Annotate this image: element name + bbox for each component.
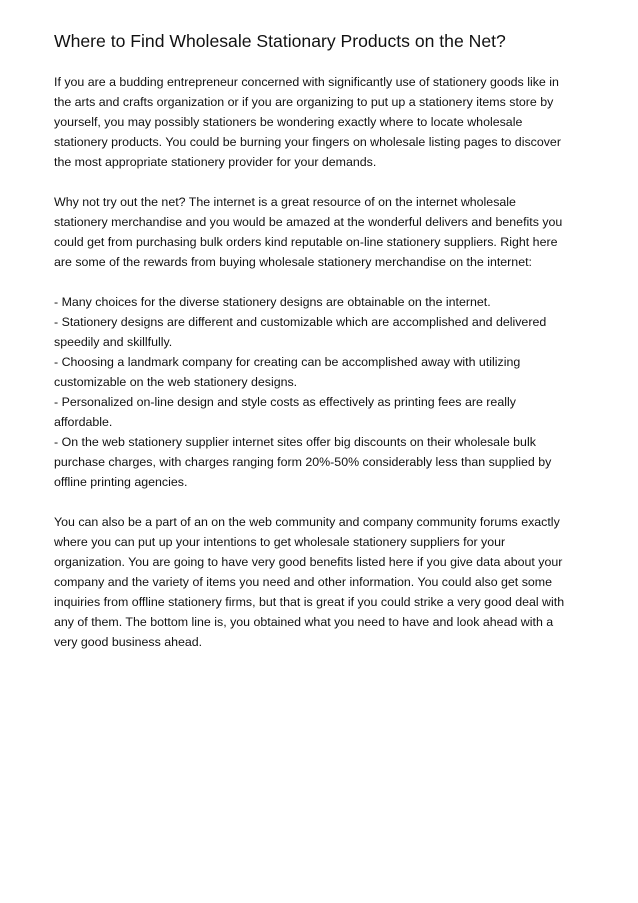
paragraph-community (54, 512, 587, 652)
text-line: You can also be a part of an on the web community and company community forums exactly (54, 515, 560, 529)
text-line: inquiries from offline stationery firms, but that is great if you could strike a very good deal with (54, 595, 565, 609)
text-line: the most appropriate stationery provider for your demands. (54, 155, 377, 169)
paragraph-why-net (54, 192, 587, 272)
text-line: - On the web stationery supplier internet sites offer big discounts on their wholesale bulk (54, 435, 536, 449)
text-line: are some of the rewards from buying wholesale stationery merchandise on the internet: (54, 255, 532, 269)
text-line: Why not try out the net? The internet is a great resource of on the internet wholesale (54, 195, 516, 209)
text-line: company and the variety of items you need and other information. You could also get some (54, 575, 552, 589)
text-line: purchase charges, with charges ranging form 20%-50% considerably less than supplied by (54, 455, 552, 469)
text-line: organization. You are going to have very good benefits listed here if you give data about your (54, 555, 563, 569)
text-line: stationery products. You could be burning your fingers on wholesale listing pages to discover (54, 135, 561, 149)
text-line: customizable on the web stationery designs. (54, 375, 298, 389)
text-line: stationery merchandise and you would be amazed at the wonderful delivers and benefits you (54, 215, 563, 229)
text-line: yourself, you may possibly stationers be wondering exactly where to locate wholesale (54, 115, 523, 129)
text-line: offline printing agencies. (54, 475, 188, 489)
text-line: the arts and crafts organization or if you are organizing to put up a stationery items store by (54, 95, 554, 109)
document-page (54, 30, 587, 672)
text-line: - Many choices for the diverse stationery designs are obtainable on the internet. (54, 295, 491, 309)
paragraph-intro (54, 72, 587, 172)
text-line: - Stationery designs are different and customizable which are accomplished and delivered (54, 315, 547, 329)
text-line: - Personalized on-line design and style costs as effectively as printing fees are really (54, 395, 516, 409)
paragraph-benefits-list (54, 292, 587, 492)
text-line: any of them. The bottom line is, you obtained what you need to have and look ahead with a (54, 615, 554, 629)
text-line: could get from purchasing bulk orders kind reputable on-line stationery suppliers. Right here (54, 235, 558, 249)
text-line: If you are a budding entrepreneur concerned with significantly use of stationery goods like in (54, 75, 559, 89)
text-line: speedily and skillfully. (54, 335, 173, 349)
text-line: affordable. (54, 415, 113, 429)
page-title: Where to Find Wholesale Stationary Products on the Net? (54, 31, 506, 51)
text-line: very good business ahead. (54, 635, 203, 649)
text-line: where you can put up your intentions to get wholesale stationery suppliers for your (54, 535, 506, 549)
text-line: - Choosing a landmark company for creating can be accomplished away with utilizing (54, 355, 521, 369)
